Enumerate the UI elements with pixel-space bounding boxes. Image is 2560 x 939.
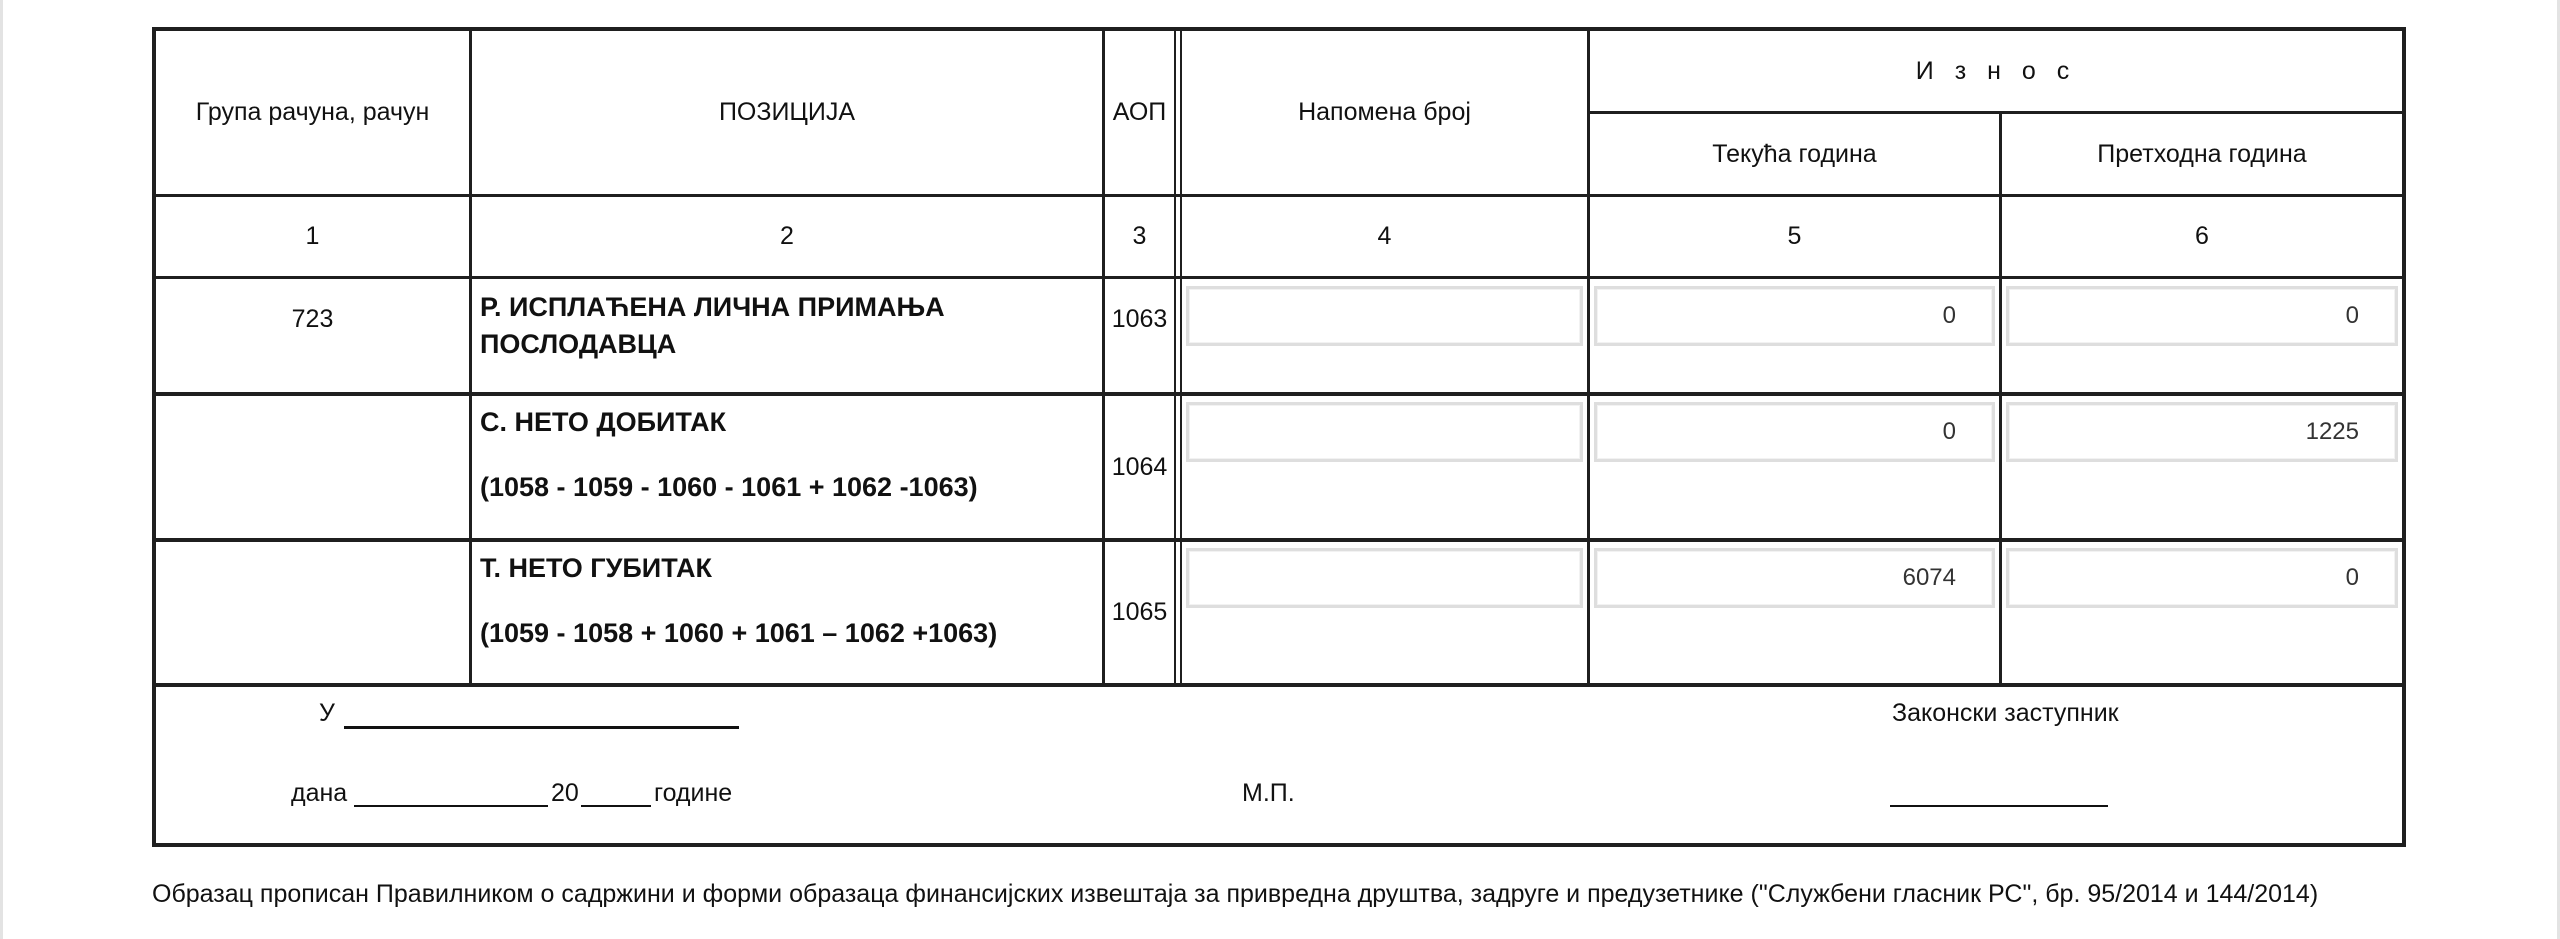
note-input[interactable] <box>1186 548 1583 608</box>
previous-year-input[interactable]: 0 <box>2006 548 2398 608</box>
col-divider-3a <box>1174 31 1176 686</box>
row-aop: 1064 <box>1111 452 1168 481</box>
column-number: 5 <box>1787 222 1802 250</box>
row-title: С. НЕТО ДОБИТАК <box>480 407 727 437</box>
previous-year-input[interactable]: 0 <box>2006 286 2398 346</box>
row-position <box>472 396 1102 538</box>
stamp-label: М.П. <box>1242 779 1295 807</box>
year-prefix: 20 <box>551 779 579 807</box>
row-title: Р. ИСПЛАЋЕНА ЛИЧНА ПРИМАЊА <box>480 292 945 322</box>
column-number: 2 <box>780 222 794 250</box>
header-position: ПОЗИЦИЈА <box>718 98 856 126</box>
row-account: 723 <box>291 305 334 333</box>
row-formula: (1058 - 1059 - 1060 - 1061 + 1062 -1063) <box>480 472 978 502</box>
page-edge-left <box>0 0 3 939</box>
date-label: дана <box>291 779 348 807</box>
balance-form <box>152 27 2406 847</box>
place-line[interactable] <box>344 726 739 729</box>
row-title-continued: ПОСЛОДАВЦА <box>480 329 677 359</box>
header-previous-year: Претходна година <box>2097 139 2307 168</box>
row-position <box>472 283 1102 392</box>
legal-representative-label: Законски заступник <box>1892 699 2119 727</box>
signature-line[interactable] <box>1890 805 2108 807</box>
column-number: 4 <box>1377 222 1392 250</box>
row3-bottom-line <box>156 683 2402 687</box>
note-input[interactable] <box>1186 402 1583 462</box>
numbers-bottom-line <box>156 276 2402 279</box>
place-label: У <box>319 699 335 727</box>
column-number: 3 <box>1132 222 1147 250</box>
regulation-note: Образац прописан Правилником о садржини и форми образаца финансијских извештаја за привредна друштва, задруге и предузетнике ("Службени гласник РС", бр. 95/2014 и 144/2014) <box>152 880 2319 908</box>
current-year-input[interactable]: 6074 <box>1594 548 1995 608</box>
row-aop: 1063 <box>1111 305 1168 333</box>
header-note-number: Напомена број <box>1298 98 1471 126</box>
previous-year-input[interactable]: 1225 <box>2006 402 2398 462</box>
current-year-input[interactable]: 0 <box>1594 286 1995 346</box>
date-line[interactable] <box>354 805 548 807</box>
column-number: 1 <box>305 222 320 250</box>
year-line[interactable] <box>581 805 651 807</box>
row-position <box>472 542 1102 683</box>
header-aop: АОП <box>1112 98 1167 126</box>
note-input[interactable] <box>1186 286 1583 346</box>
header-amount: И з н о с <box>1915 56 2077 85</box>
header-account-group: Група рачуна, рачун <box>195 98 430 126</box>
row-title: Т. НЕТО ГУБИТАК <box>480 553 712 583</box>
header-current-year: Текућа година <box>1712 139 1877 168</box>
row-formula: (1059 - 1058 + 1060 + 1061 – 1062 +1063) <box>480 618 998 648</box>
current-year-input[interactable]: 0 <box>1594 402 1995 462</box>
row-account <box>156 396 469 538</box>
column-number: 6 <box>2195 222 2209 250</box>
row-account <box>156 542 469 683</box>
row-aop: 1065 <box>1111 598 1168 626</box>
year-suffix: године <box>654 779 733 807</box>
